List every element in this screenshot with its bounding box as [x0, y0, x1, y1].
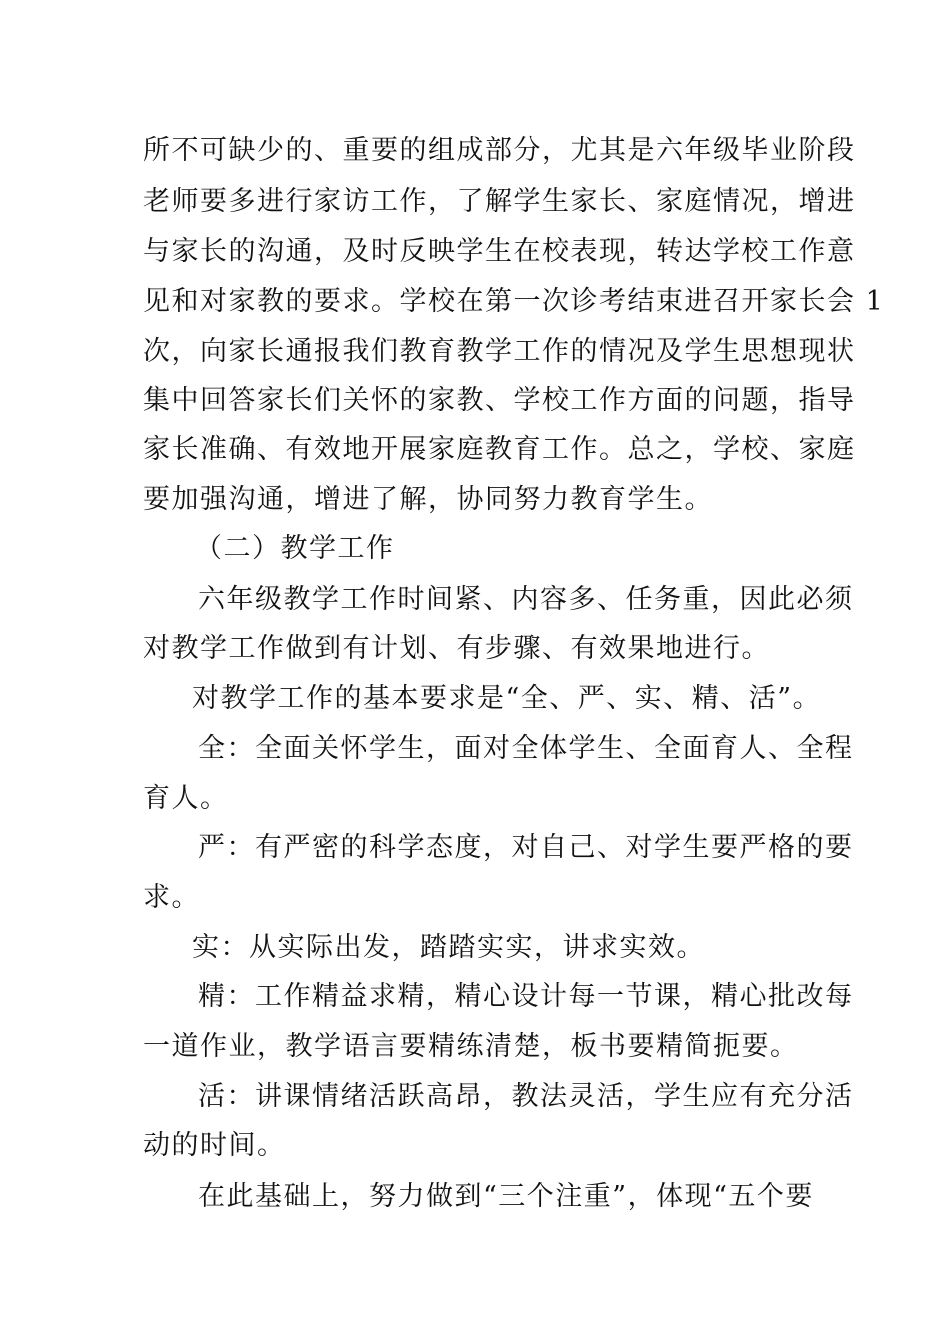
- paragraph-line: 育人。: [143, 783, 229, 814]
- paragraph-line: 老师要多进行家访工作，了解学生家长、家庭情况，增进: [143, 186, 856, 217]
- paragraph-line: 要加强沟通，增进了解，协同努力教育学生。: [143, 484, 713, 515]
- section-heading: （二）教学工作: [195, 533, 395, 564]
- paragraph-line: 全：全面关怀学生，面对全体学生、全面育人、全程: [198, 733, 854, 764]
- paragraph-line: 六年级教学工作时间紧、内容多、任务重，因此必须: [198, 584, 854, 615]
- paragraph-line: 对教学工作做到有计划、有步骤、有效果地进行。: [143, 633, 770, 664]
- paragraph-line: 一道作业，教学语言要精练清楚，板书要精简扼要。: [143, 1031, 799, 1062]
- paragraph-line: 严：有严密的科学态度，对自己、对学生要严格的要: [198, 832, 854, 863]
- paragraph-line: 求。: [143, 882, 200, 913]
- paragraph-line: 动的时间。: [143, 1130, 286, 1161]
- paragraph-line: 与家长的沟通，及时反映学生在校表现，转达学校工作意: [143, 236, 856, 267]
- paragraph-line: 所不可缺少的、重要的组成部分，尤其是六年级毕业阶段: [143, 135, 856, 166]
- paragraph-line: 见和对家教的要求。学校在第一次诊考结束进召开家长会 1: [143, 286, 885, 317]
- paragraph-line: 活：讲课情绪活跃高昂，教法灵活，学生应有充分活: [198, 1081, 854, 1112]
- paragraph-line: 家长准确、有效地开展家庭教育工作。总之，学校、家庭: [143, 434, 856, 465]
- paragraph-line: 精：工作精益求精，精心设计每一节课，精心批改每: [198, 981, 854, 1012]
- paragraph-line: 在此基础上，努力做到“三个注重”，体现“五个要: [198, 1181, 814, 1212]
- paragraph-line: 实：从实际出发，踏踏实实，讲求实效。: [192, 932, 705, 963]
- paragraph-line: 次，向家长通报我们教育教学工作的情况及学生思想现状: [143, 336, 856, 367]
- paragraph-line: 对教学工作的基本要求是“全、严、实、精、活”。: [192, 683, 822, 714]
- paragraph-line: 集中回答家长们关怀的家教、学校工作方面的问题，指导: [143, 385, 856, 416]
